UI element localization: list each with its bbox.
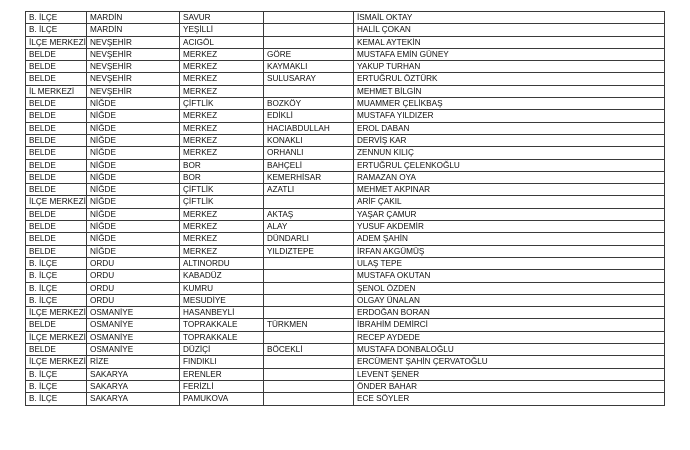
town-cell: KONAKLI [264, 134, 354, 146]
town-cell [264, 24, 354, 36]
province-cell: OSMANİYE [87, 344, 180, 356]
table-row [26, 294, 665, 306]
district-cell: MESUDİYE [180, 294, 264, 306]
type-cell: İLÇE MERKEZİ [26, 196, 87, 208]
district-cell: MERKEZ [180, 61, 264, 73]
table-row [26, 110, 665, 122]
district-cell: MERKEZ [180, 122, 264, 134]
type-cell: BELDE [26, 134, 87, 146]
town-cell [264, 36, 354, 48]
table-row [26, 319, 665, 331]
candidate-name-cell: İSMAİL OKTAY [354, 12, 665, 24]
type-cell: B. İLÇE [26, 257, 87, 269]
district-cell: TOPRAKKALE [180, 319, 264, 331]
province-cell: SAKARYA [87, 380, 180, 392]
table-row [26, 147, 665, 159]
town-cell: AZATLI [264, 184, 354, 196]
town-cell [264, 307, 354, 319]
district-cell: MERKEZ [180, 233, 264, 245]
candidate-table-body [26, 12, 665, 406]
town-cell: TÜRKMEN [264, 319, 354, 331]
province-cell: NİĞDE [87, 245, 180, 257]
town-cell: AKTAŞ [264, 208, 354, 220]
candidate-table [25, 11, 665, 406]
district-cell: MERKEZ [180, 221, 264, 233]
town-cell: YILDIZTEPE [264, 245, 354, 257]
province-cell: NİĞDE [87, 98, 180, 110]
candidate-name-cell: İRFAN AKGÜMÜŞ [354, 245, 665, 257]
type-cell: BELDE [26, 147, 87, 159]
candidate-name-cell: ZENNUN KILIÇ [354, 147, 665, 159]
type-cell: BELDE [26, 61, 87, 73]
type-cell: BELDE [26, 159, 87, 171]
candidate-name-cell: MUSTAFA DONBALOĞLU [354, 344, 665, 356]
table-row [26, 257, 665, 269]
province-cell: ORDU [87, 270, 180, 282]
district-cell: DÜZİÇİ [180, 344, 264, 356]
candidate-name-cell: KEMAL AYTEKİN [354, 36, 665, 48]
type-cell: B. İLÇE [26, 24, 87, 36]
district-cell: PAMUKOVA [180, 393, 264, 405]
district-cell: MERKEZ [180, 134, 264, 146]
town-cell [264, 380, 354, 392]
candidate-name-cell: DERVİŞ KAR [354, 134, 665, 146]
town-cell [264, 257, 354, 269]
province-cell: MARDİN [87, 24, 180, 36]
candidate-name-cell: ULAŞ TEPE [354, 257, 665, 269]
town-cell [264, 12, 354, 24]
district-cell: ACIGÖL [180, 36, 264, 48]
type-cell: BELDE [26, 319, 87, 331]
district-cell: MERKEZ [180, 110, 264, 122]
table-row [26, 368, 665, 380]
type-cell: BELDE [26, 48, 87, 60]
type-cell: B. İLÇE [26, 368, 87, 380]
candidate-name-cell: ŞENOL ÖZDEN [354, 282, 665, 294]
table-row [26, 134, 665, 146]
type-cell: İL MERKEZİ [26, 85, 87, 97]
type-cell: B. İLÇE [26, 294, 87, 306]
type-cell: İLÇE MERKEZİ [26, 356, 87, 368]
province-cell: SAKARYA [87, 368, 180, 380]
district-cell: MERKEZ [180, 85, 264, 97]
town-cell [264, 196, 354, 208]
district-cell: FERİZLİ [180, 380, 264, 392]
district-cell: HASANBEYLİ [180, 307, 264, 319]
district-cell: ÇİFTLİK [180, 98, 264, 110]
province-cell: ORDU [87, 282, 180, 294]
table-row [26, 24, 665, 36]
table-row [26, 270, 665, 282]
table-row [26, 307, 665, 319]
town-cell [264, 368, 354, 380]
table-row [26, 98, 665, 110]
province-cell: OSMANİYE [87, 307, 180, 319]
town-cell [264, 356, 354, 368]
table-row [26, 208, 665, 220]
province-cell: OSMANİYE [87, 319, 180, 331]
province-cell: NİĞDE [87, 122, 180, 134]
town-cell [264, 331, 354, 343]
candidate-name-cell: HALİL ÇOKAN [354, 24, 665, 36]
district-cell: BOR [180, 159, 264, 171]
province-cell: OSMANİYE [87, 331, 180, 343]
candidate-name-cell: ERCÜMENT ŞAHİN ÇERVATOĞLU [354, 356, 665, 368]
province-cell: NİĞDE [87, 184, 180, 196]
district-cell: BOR [180, 171, 264, 183]
province-cell: RİZE [87, 356, 180, 368]
type-cell: B. İLÇE [26, 393, 87, 405]
town-cell [264, 282, 354, 294]
town-cell: SULUSARAY [264, 73, 354, 85]
type-cell: İLÇE MERKEZİ [26, 307, 87, 319]
town-cell: BÖCEKLİ [264, 344, 354, 356]
table-row [26, 233, 665, 245]
province-cell: MARDİN [87, 12, 180, 24]
candidate-name-cell: İBRAHİM DEMİRCİ [354, 319, 665, 331]
candidate-name-cell: YUSUF AKDEMİR [354, 221, 665, 233]
table-row [26, 380, 665, 392]
candidate-name-cell: MUAMMER ÇELİKBAŞ [354, 98, 665, 110]
candidate-name-cell: MUSTAFA OKUTAN [354, 270, 665, 282]
district-cell: MERKEZ [180, 73, 264, 85]
province-cell: NİĞDE [87, 159, 180, 171]
district-cell: ALTINORDU [180, 257, 264, 269]
table-row [26, 282, 665, 294]
town-cell [264, 294, 354, 306]
district-cell: MERKEZ [180, 208, 264, 220]
type-cell: BELDE [26, 110, 87, 122]
district-cell: KABADÜZ [180, 270, 264, 282]
district-cell: YEŞİLLİ [180, 24, 264, 36]
candidate-name-cell: MEHMET AKPINAR [354, 184, 665, 196]
province-cell: ORDU [87, 294, 180, 306]
town-cell: ORHANLI [264, 147, 354, 159]
table-row [26, 36, 665, 48]
candidate-name-cell: RECEP AYDEDE [354, 331, 665, 343]
candidate-name-cell: MEHMET BİLGİN [354, 85, 665, 97]
province-cell: NEVŞEHİR [87, 85, 180, 97]
type-cell: BELDE [26, 221, 87, 233]
table-row [26, 393, 665, 405]
type-cell: BELDE [26, 73, 87, 85]
province-cell: NİĞDE [87, 147, 180, 159]
type-cell: BELDE [26, 233, 87, 245]
town-cell: DÜNDARLI [264, 233, 354, 245]
table-row [26, 356, 665, 368]
province-cell: NEVŞEHİR [87, 48, 180, 60]
candidate-name-cell: MUSTAFA EMİN GÜNEY [354, 48, 665, 60]
district-cell: ÇİFTLİK [180, 184, 264, 196]
province-cell: NEVŞEHİR [87, 36, 180, 48]
candidate-name-cell: ARİF ÇAKIL [354, 196, 665, 208]
province-cell: NİĞDE [87, 110, 180, 122]
candidate-name-cell: ERTUĞRUL ÇELENKOĞLU [354, 159, 665, 171]
province-cell: NİĞDE [87, 134, 180, 146]
town-cell: KEMERHİSAR [264, 171, 354, 183]
type-cell: BELDE [26, 245, 87, 257]
type-cell: BELDE [26, 171, 87, 183]
province-cell: SAKARYA [87, 393, 180, 405]
province-cell: NİĞDE [87, 233, 180, 245]
table-row [26, 344, 665, 356]
candidate-name-cell: ADEM ŞAHİN [354, 233, 665, 245]
table-row [26, 184, 665, 196]
candidate-name-cell: ERDOĞAN BORAN [354, 307, 665, 319]
table-row [26, 159, 665, 171]
candidate-name-cell: EROL DABAN [354, 122, 665, 134]
type-cell: BELDE [26, 344, 87, 356]
type-cell: BELDE [26, 208, 87, 220]
table-row [26, 196, 665, 208]
district-cell: ERENLER [180, 368, 264, 380]
district-cell: MERKEZ [180, 245, 264, 257]
candidate-name-cell: ERTUĞRUL ÖZTÜRK [354, 73, 665, 85]
table-row [26, 48, 665, 60]
candidate-name-cell: YAŞAR ÇAMUR [354, 208, 665, 220]
town-cell [264, 270, 354, 282]
type-cell: İLÇE MERKEZİ [26, 36, 87, 48]
candidate-name-cell: OLGAY ÜNALAN [354, 294, 665, 306]
province-cell: NİĞDE [87, 208, 180, 220]
province-cell: NİĞDE [87, 196, 180, 208]
type-cell: BELDE [26, 184, 87, 196]
type-cell: BELDE [26, 122, 87, 134]
district-cell: ÇİFTLİK [180, 196, 264, 208]
type-cell: BELDE [26, 98, 87, 110]
town-cell: EDİKLİ [264, 110, 354, 122]
province-cell: NEVŞEHİR [87, 61, 180, 73]
district-cell: KUMRU [180, 282, 264, 294]
table-row [26, 331, 665, 343]
district-cell: SAVUR [180, 12, 264, 24]
province-cell: NİĞDE [87, 221, 180, 233]
candidate-name-cell: RAMAZAN OYA [354, 171, 665, 183]
table-row [26, 221, 665, 233]
town-cell [264, 393, 354, 405]
type-cell: B. İLÇE [26, 270, 87, 282]
candidate-name-cell: LEVENT ŞENER [354, 368, 665, 380]
town-cell [264, 85, 354, 97]
province-cell: NEVŞEHİR [87, 73, 180, 85]
province-cell: NİĞDE [87, 171, 180, 183]
district-cell: FINDIKLI [180, 356, 264, 368]
province-cell: ORDU [87, 257, 180, 269]
candidate-name-cell: ÖNDER BAHAR [354, 380, 665, 392]
table-row [26, 73, 665, 85]
town-cell: GÖRE [264, 48, 354, 60]
town-cell: HACIABDULLAH [264, 122, 354, 134]
table-row [26, 171, 665, 183]
candidate-name-cell: MUSTAFA YILDIZER [354, 110, 665, 122]
table-row [26, 85, 665, 97]
candidate-name-cell: ECE SÖYLER [354, 393, 665, 405]
candidate-name-cell: YAKUP TURHAN [354, 61, 665, 73]
town-cell: KAYMAKLI [264, 61, 354, 73]
table-row [26, 122, 665, 134]
district-cell: TOPRAKKALE [180, 331, 264, 343]
district-cell: MERKEZ [180, 147, 264, 159]
type-cell: B. İLÇE [26, 380, 87, 392]
type-cell: B. İLÇE [26, 282, 87, 294]
town-cell: BAHÇELİ [264, 159, 354, 171]
district-cell: MERKEZ [180, 48, 264, 60]
table-row [26, 12, 665, 24]
town-cell: BOZKÖY [264, 98, 354, 110]
type-cell: B. İLÇE [26, 12, 87, 24]
table-row [26, 245, 665, 257]
type-cell: İLÇE MERKEZİ [26, 331, 87, 343]
town-cell: ALAY [264, 221, 354, 233]
table-row [26, 61, 665, 73]
